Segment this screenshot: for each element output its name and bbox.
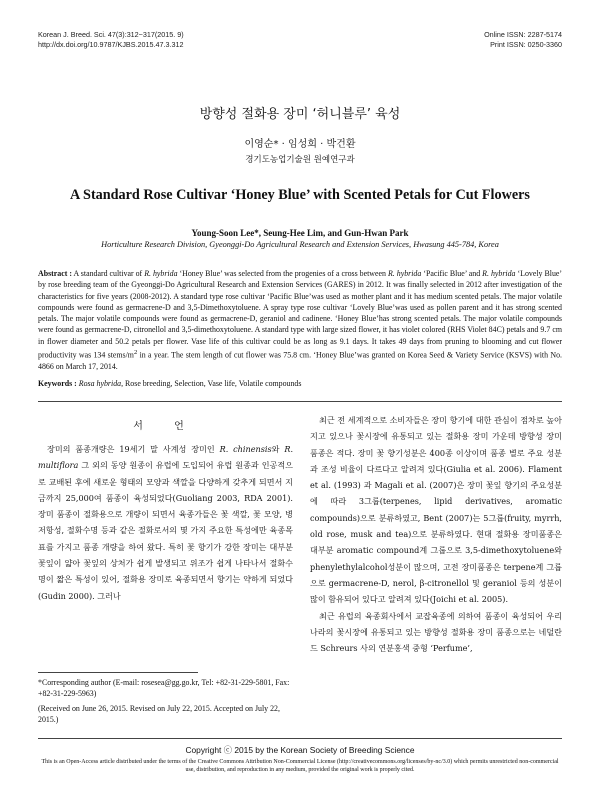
section-divider: [38, 401, 562, 402]
doi-link[interactable]: http://dx.doi.org/10.9787/KJBS.2015.47.3.312: [38, 40, 184, 49]
print-issn: Print ISSN: 0250-3360: [490, 40, 562, 49]
online-issn: Online ISSN: 2287-5174: [484, 30, 562, 39]
species-name: R. chinensis: [219, 444, 272, 454]
license-text: This is an Open-Access article distributed under the terms of the Creative Commons Attribution Non-Commercial License (http://creativecommons.org/licenses/by-nc/3.0) which permits unrestricted non-commercial use, distribution, and reproduction in any medium, provided the original work is properly cited.: [41, 759, 559, 773]
abstract-label: Abstract :: [38, 269, 72, 278]
species-name: R. multiflora: [38, 444, 294, 471]
body-paragraph: 최근 유럽의 육종회사에서 교잡육종에 의하여 품종이 육성되어 우리나라의 꽃시장에 유통되고 있는 방향성 절화용 장미 품종으로는 네덜란드 Schreurs 사의 연분홍색 중형 ‘Perfume’,: [310, 610, 562, 654]
title-english: A Standard Rose Cultivar ‘Honey Blue’ with Scented Petals for Cut Flowers: [70, 187, 530, 203]
body-paragraph: 최근 전 세계적으로 소비자들은 장미 향기에 대한 관심이 점차로 높아지고 있으나 꽃시장에 유통되고 있는 절화용 장미 가운데 방향성 장미 품종은 적다. 장미 꽃 향기성분은 400종 이상이며 품종 별로 주요 성분과 조성 비율이 다르다고 알려져 있다(Giulia et al. 2006). Flament et al. (1993) 과 Magali et al. (2007)은 장미 꽃잎 향기의 주요성분에 따라 3그룹(terpenes, lipid derivatives, aromatic compounds)으로 분류하였고, Bent (2007)는 5그룹(fruity, myrrh, old rose, musk and tea)으로 분류하였다. 현대 절화용 장미품종은 대부분 aromatic compound계 그룹으로 3,5-dimethoxytoluene와 phenylethylalcohol성분이 많으며, 고전 장미품종은 terpene계 그룹으로 germacrene-D, nerol, β-citronellol 및 geraniol 등의 성분이 많이 함유되어 있다고 알려져 있다(Joichi et al. 2005).: [310, 415, 562, 605]
keyword-species: Rosa hybrida: [78, 379, 122, 388]
affiliation-korean: 경기도농업기술원 원예연구과: [245, 155, 355, 165]
received-dates: (Received on June 26, 2015. Revised on July 22, 2015. Accepted on July 22, 2015.): [38, 704, 280, 724]
abstract-text: ‘Pacific Blue’ and: [423, 269, 481, 278]
section-heading: 서 언: [133, 421, 198, 432]
species-name: R. hybrida: [387, 269, 422, 278]
footnote: [38, 677, 293, 725]
copyright: Copyright ⓒ 2015 by the Korean Society of Breeding Science: [185, 745, 415, 755]
affiliation-english: Horticulture Research Division, Gyeonggi-Do Agricultural Research and Extension Services, Hwasung 445-784, Korea: [101, 240, 499, 249]
authors-korean: 이영순* · 임성희 · 박건환: [244, 139, 356, 150]
species-name: R. hybrida: [482, 269, 516, 278]
keywords: [38, 379, 562, 388]
intro-paragraph: [38, 441, 293, 604]
superscript: 2: [133, 349, 138, 357]
corresponding-author: *Corresponding author (E-mail: rosesea@gg.go.kr, Tel: +82-31-229-5801, Fax: +82-31-229-5963): [38, 678, 290, 698]
abstract-text: ‘Lovely Blue’ by rose breeding team of the Gyeonggi-Do Agricultural Research and Extension Services (GARES) in 2012. It was finally selected in 2012 after investigation of the characteristics for five years (2008-2012). A standard type rose cultivar ‘Pacific Blue’was used as mother plant and it has medium scented petals. The major volatile compounds were found as germacrene-D and 3,5-Dimethoxytoluene. A spray type rose cultivar ‘Lovely Blue’was used as pollen parent and it has strong scented petals. The major volatile compounds were found as germacrene-D, geraniol and cadinene. ‘Honey Blue’has strong scented petals. The major volatile compounds were found as germacrene-D, citronellol and 3,5-dimethoxytoluene. A standard type with large sized flower, it has violet colored (RHS Violet 84C) petals and 9.7 cm in flower diameter and 50.2 petals per flower. Vase life of this cultivar could be as long as 9.1 days. It takes 49 days from pruning to blooming and cut flower productivity was 134 stems/m: [38, 269, 563, 360]
species-name: R. hybrida: [144, 269, 178, 278]
authors-english: Young-Soon Lee*, Seung-Hee Lim, and Gun-Hwan Park: [191, 228, 409, 238]
body-text: 그 외의 동양 원종이 유럽에 도입되어 유럽 원종과 인공적으로 교배된 후에 새로운 형태의 모양과 색깔을 다양하게 갖추게 되면서 지금까지 25,000여 품종이 육성되었다(Guoliang 2003, RDA 2001). 장미 품종이 절화용으로 개량이 되면서 육종가들은 꽃 색깔, 꽃 모양, 병저항성, 절화수명 등과 같은 절화로서의 몇 가지 주요한 특성에만 육종목표를 가지고 품종 개량을 하여 왔다. 특히 꽃 향기가 강한 장미는 대부분 꽃잎이 얇아 꽃잎의 상처가 쉽게 발생되고 위조가 쉽게 나타나서 절화수명이 짧은 특성이 있어, 절화용 장미로 육종되면서 향기는 약하게 되었다(Gudin 2000). 그러나: [38, 460, 294, 601]
title-korean: 방향성 절화용 장미 ‘허니블루’ 육성: [199, 107, 401, 122]
abstract-text: ‘Honey Blue’ was selected from the progenies of a cross between: [179, 269, 386, 278]
left-column: [38, 441, 293, 604]
right-column: [310, 412, 562, 656]
abstract-text: in a year. The stem length of cut flower was 75.8 cm. ‘Honey Blue’was granted on Korea Seed & Variety Service (KSVS) with No. 4866 on March 17, 2014.: [38, 350, 562, 371]
abstract-text: A standard cultivar of: [73, 269, 143, 278]
journal-citation: Korean J. Breed. Sci. 47(3):312~317(2015. 9): [38, 30, 184, 39]
copyright-divider: [38, 738, 562, 739]
abstract: [38, 268, 562, 372]
footnote-divider: [38, 672, 198, 673]
body-text: 와: [271, 444, 280, 454]
keyword-list: , Rose breeding, Selection, Vase life, Volatile compounds: [121, 379, 302, 388]
running-header: [38, 30, 562, 50]
keywords-label: Keywords :: [38, 379, 77, 388]
body-text: 장미의 품종개량은 19세기 말 사계성 장미인: [47, 444, 215, 454]
